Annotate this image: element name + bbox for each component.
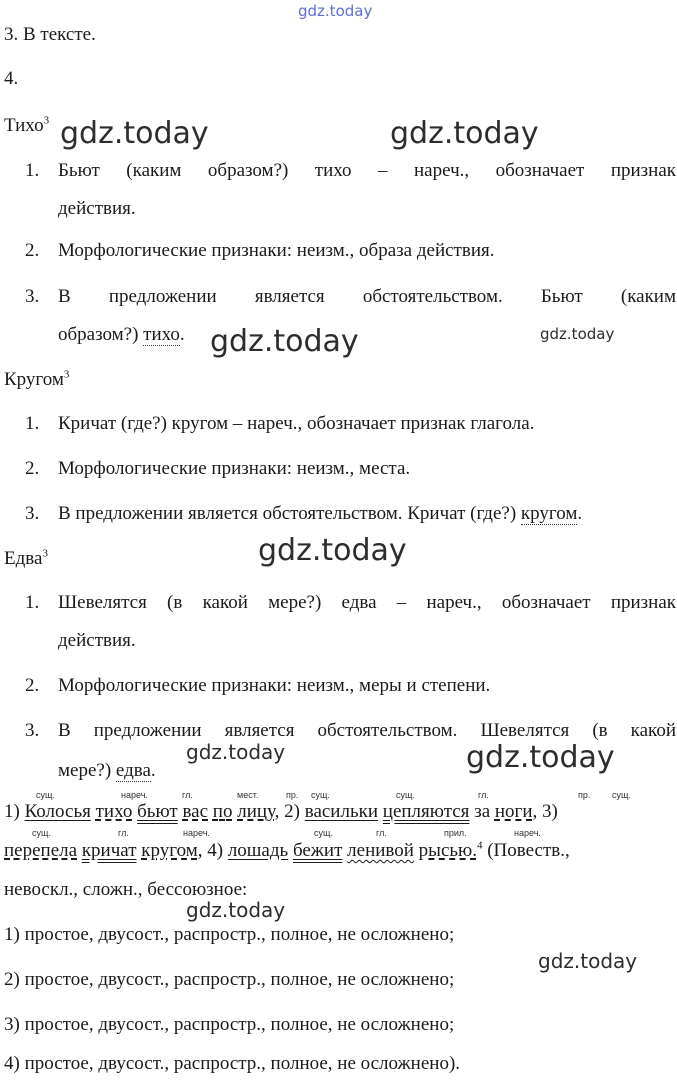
pos-label: нареч. (183, 828, 210, 838)
point-number: 1. (25, 592, 40, 613)
pos-label: сущ. (32, 828, 51, 838)
point-text: В предложении является обстоятельством. Шевелятся (в какой (58, 720, 676, 741)
watermark: gdz.today (540, 325, 615, 343)
pos-label: сущ. (314, 828, 333, 838)
point-number: 1. (25, 413, 40, 434)
watermark: gdz.today (60, 116, 209, 151)
point-number: 2. (25, 458, 40, 479)
point-text: Шевелятся (в какой мере?) едва – нареч., обозначает признак (58, 592, 676, 613)
pos-label: сущ. (311, 790, 330, 800)
clause-3: 3) простое, двусост., распростр., полное, не осложнено; (4, 1014, 455, 1035)
clause-4: 4) простое, двусост., распростр., полное, не осложнено). (4, 1053, 461, 1074)
point-text: Бьют (каким образом?) тихо – нареч., обозначает признак (58, 160, 676, 181)
pos-label: пр. (578, 790, 591, 800)
point-number: 3. (25, 720, 40, 741)
pos-label: сущ. (396, 790, 415, 800)
watermark: gdz.today (466, 740, 615, 775)
point-text: действия. (58, 198, 136, 219)
point-number: 2. (25, 675, 40, 696)
point-number: 2. (25, 240, 40, 261)
clause-2: 2) простое, двусост., распростр., полное, не осложнено; (4, 969, 455, 990)
point-text: В предложении является обстоятельством. Бьют (каким (58, 286, 676, 307)
pos-label: гл. (376, 828, 387, 838)
point-text: мере?) едва. (58, 760, 156, 781)
pos-label: гл. (478, 790, 489, 800)
pos-label: нареч. (121, 790, 148, 800)
word-heading-krugom: Кругом$^3$ (4, 368, 70, 390)
point-number: 1. (25, 160, 40, 181)
pos-label: мест. (237, 790, 259, 800)
watermark: gdz.today (186, 898, 286, 922)
pos-label: гл. (182, 790, 193, 800)
point-text: Кричат (где?) кругом – нареч., обозначает признак глагола. (58, 413, 535, 434)
watermark-top: gdz.today (298, 2, 373, 20)
item-4: 4. (4, 68, 19, 89)
parse-line-1: 1) Колосья тихо бьют вас по лицу, 2) васильки цепляются за ноги, 3) (4, 801, 558, 822)
point-number: 3. (25, 286, 40, 307)
watermark: gdz.today (210, 324, 359, 359)
word-heading-tikho: Тихо$^3$ (4, 114, 50, 136)
watermark: gdz.today (186, 740, 286, 764)
point-number: 3. (25, 503, 40, 524)
pos-label: пр. (286, 790, 299, 800)
point-text: Морфологические признаки: неизм., меры и степени. (58, 675, 491, 696)
pos-label: гл. (118, 828, 129, 838)
parse-line-2: перепела кричат кругом, 4) лошадь бежит ленивой рысью.$^4$ (Повеств., (4, 839, 570, 861)
parse-line-3: невоскл., сложн., бессоюзное: (4, 879, 248, 900)
point-text: Морфологические признаки: неизм., образа действия. (58, 240, 495, 261)
item-3: 3. В тексте. (4, 24, 96, 45)
pos-label: нареч. (514, 828, 541, 838)
watermark: gdz.today (538, 949, 638, 973)
pos-label: сущ. (36, 790, 55, 800)
point-text: образом?) тихо. (58, 324, 185, 345)
watermark: gdz.today (390, 116, 539, 151)
pos-label: сущ. (612, 790, 631, 800)
watermark: gdz.today (258, 533, 407, 568)
point-text: действия. (58, 630, 136, 651)
clause-1: 1) простое, двусост., распростр., полное, не осложнено; (4, 924, 455, 945)
word-heading-edva: Едва$^3$ (4, 547, 48, 569)
point-text: В предложении является обстоятельством. Кричат (где?) кругом. (58, 503, 583, 524)
pos-label: прил. (444, 828, 467, 838)
point-text: Морфологические признаки: неизм., места. (58, 458, 411, 479)
